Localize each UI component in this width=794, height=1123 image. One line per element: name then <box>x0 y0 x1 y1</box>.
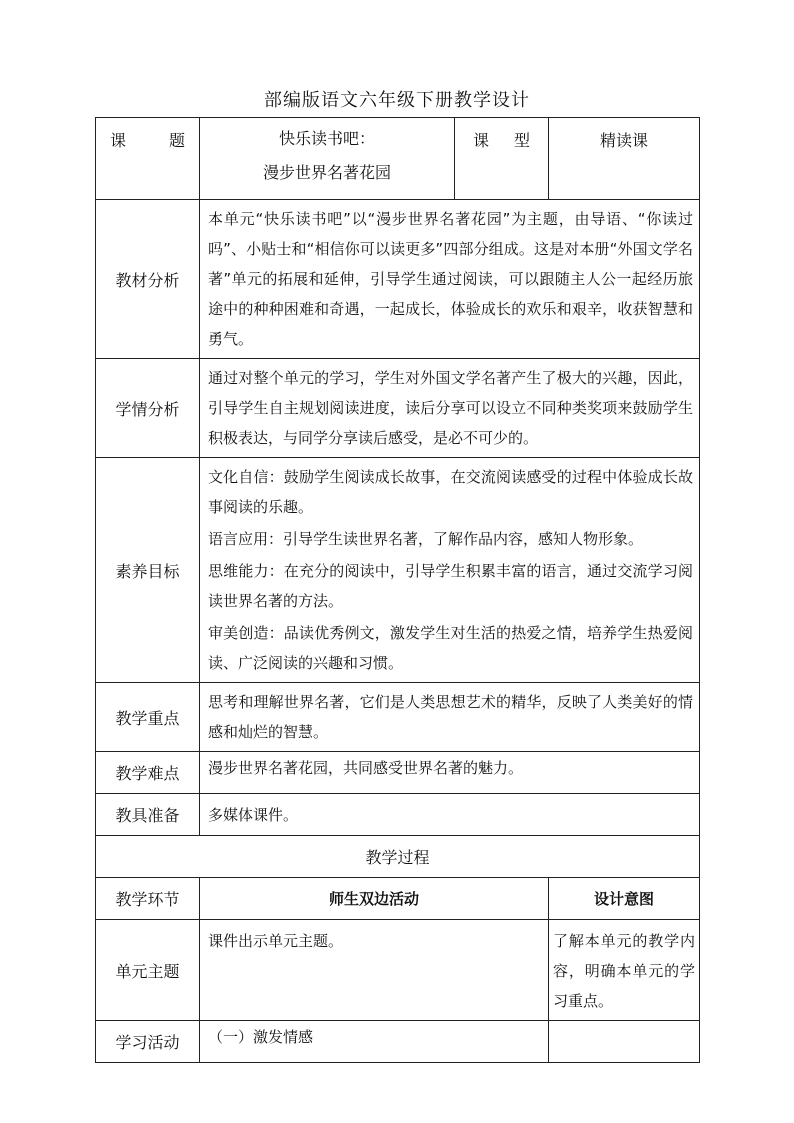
type-value-cell <box>549 118 700 200</box>
process-row <box>96 920 700 1021</box>
topic-value-cell <box>200 118 455 200</box>
topic-label-char-1: 课 <box>110 131 127 150</box>
key-points-text: 思考和理解世界名著，它们是人类思想艺术的精华，反映了人类美好的情感和灿烂的智慧。 <box>208 693 693 741</box>
student-analysis-text: 通过对整个单元的学习，学生对外国文学名著产生了极大的兴趣，因此，引导学生自主规划阅读进度，读后分享可以设立不同种类奖项来鼓励学生积极表达，与同学分享读后感受，是必不可少的。 <box>208 369 693 447</box>
difficulty-row <box>96 752 700 794</box>
student-analysis-label: 学情分析 <box>96 359 200 458</box>
type-value: 精读课 <box>599 131 648 150</box>
textbook-analysis-text: 本单元“快乐读书吧”以“漫步世界名著花园”为主题，由导语、“你读过吗”、小贴士和“相信你可以读更多”四部分组成。这是对本册“外国文学名著”单元的拓展和延伸，引导学生通过阅读，可以跟随主人公一起经历旅途中的种种困难和奇遇，一起成长，体验成长的欢乐和艰辛，收获智慧和勇气。 <box>208 210 693 348</box>
process-intent-cell <box>549 920 700 1021</box>
process-intent-cell <box>549 1021 700 1063</box>
goals-label: 素养目标 <box>96 458 200 683</box>
col-intent-header: 设计意图 <box>549 878 700 920</box>
col-activity-header: 师生双边活动 <box>200 878 549 920</box>
textbook-analysis-row <box>96 200 700 359</box>
process-activity: （一）激发情感 <box>208 1028 314 1046</box>
goals-row <box>96 458 700 683</box>
topic-line-2: 漫步世界名著花园 <box>262 163 391 182</box>
key-points-label: 教学重点 <box>96 683 200 752</box>
type-label-char-1: 课 <box>473 131 490 150</box>
process-intent: 了解本单元的教学内容，明确本单元的学习重点。 <box>553 932 695 1010</box>
textbook-analysis-cell <box>200 200 700 359</box>
goal-language: 语言应用：引导学生读世界名著，了解作品内容，感知人物形象。 <box>208 530 644 548</box>
key-points-cell <box>200 683 700 752</box>
goal-thinking: 思维能力：在充分的阅读中，引导学生积累丰富的语言，通过交流学习阅读世界名著的方法。 <box>208 562 693 610</box>
process-row <box>96 1021 700 1063</box>
header-row <box>96 118 700 200</box>
goals-cell <box>200 458 700 683</box>
tools-text: 多媒体课件。 <box>208 805 299 824</box>
goal-aesthetic: 审美创造：品读优秀例文，激发学生对生活的热爱之情，培养学生热爱阅读、广泛阅读的兴趣和习惯。 <box>208 624 693 672</box>
process-stage: 单元主题 <box>96 920 200 1021</box>
difficulty-cell <box>200 752 700 794</box>
process-intent <box>549 1038 699 1046</box>
tools-label: 教具准备 <box>96 794 200 836</box>
topic-label-char-2: 题 <box>168 131 185 150</box>
process-column-header-row <box>96 878 700 920</box>
textbook-analysis-label: 教材分析 <box>96 200 200 359</box>
process-stage: 学习活动 <box>96 1021 200 1063</box>
col-stage-header: 教学环节 <box>96 878 200 920</box>
document-title: 部编版语文六年级下册教学设计 <box>264 90 530 111</box>
process-heading: 教学过程 <box>96 836 700 878</box>
tools-cell <box>200 794 700 836</box>
lesson-plan-table <box>95 117 700 1063</box>
process-activity-cell <box>200 1021 549 1063</box>
goal-culture: 文化自信：鼓励学生阅读成长故事，在交流阅读感受的过程中体验成长故事阅读的乐趣。 <box>208 468 693 516</box>
type-label-char-2: 型 <box>513 131 530 150</box>
key-points-row <box>96 683 700 752</box>
topic-line-1: 快乐读书吧： <box>278 129 375 148</box>
process-activity: 课件出示单元主题。 <box>208 932 344 950</box>
process-heading-row <box>96 836 700 878</box>
tools-row <box>96 794 700 836</box>
student-analysis-row <box>96 359 700 458</box>
student-analysis-cell <box>200 359 700 458</box>
difficulty-text: 漫步世界名著花园，共同感受世界名著的魅力。 <box>208 759 524 777</box>
process-activity-cell <box>200 920 549 1021</box>
type-label-cell <box>455 118 549 200</box>
difficulty-label: 教学难点 <box>96 752 200 794</box>
topic-label-cell <box>96 118 200 200</box>
